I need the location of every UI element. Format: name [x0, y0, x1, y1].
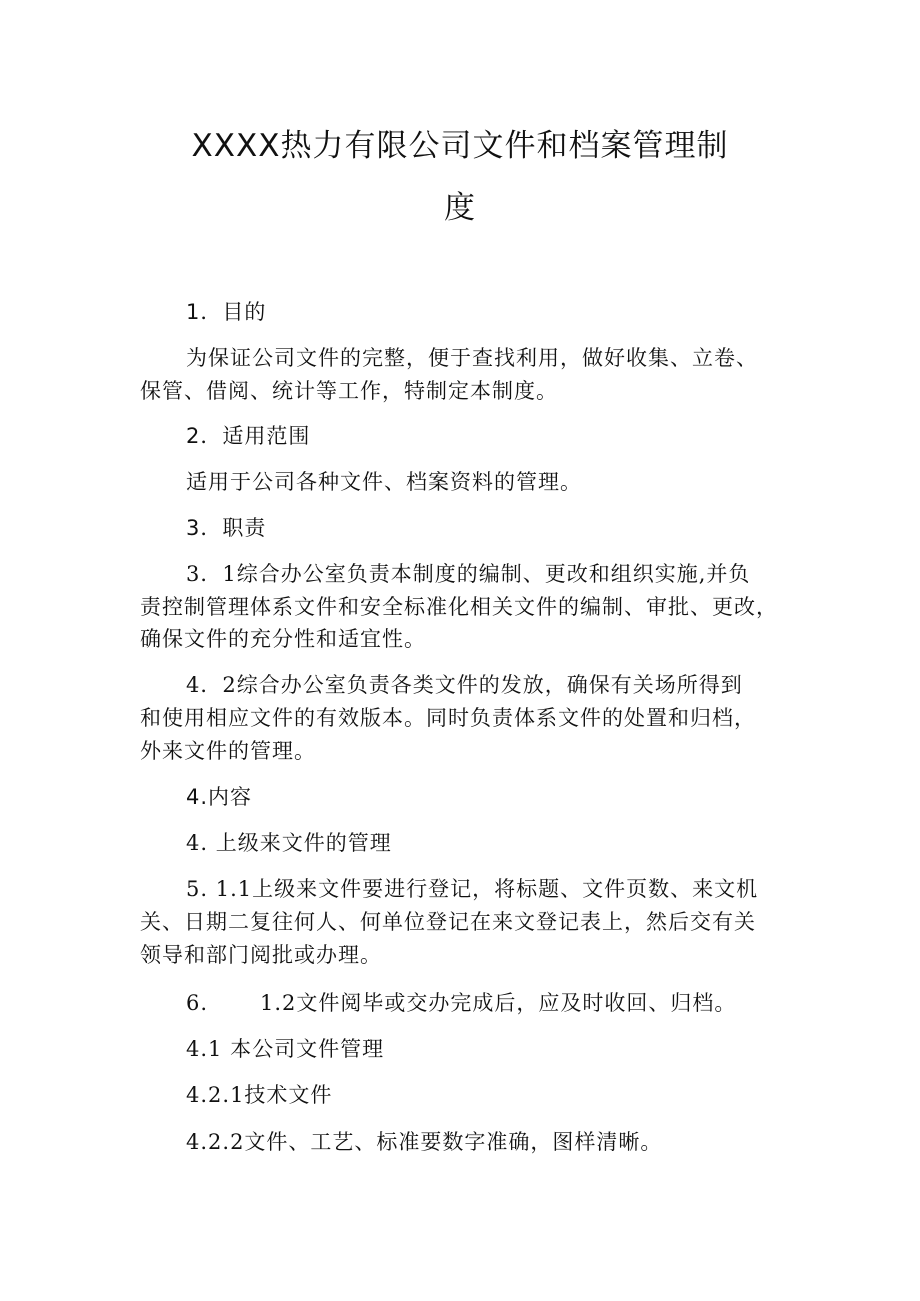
- section-4-1: 4.1 本公司文件管理: [186, 1037, 385, 1061]
- section-4-2-1: 4.2.1技术文件: [186, 1083, 333, 1107]
- section-6-number: 6.: [186, 991, 209, 1015]
- section-6-text: 1.2文件阅毕或交办完成后，应及时收回、归档。: [260, 991, 737, 1015]
- document-title-line-1: XXXX热力有限公司文件和档案管理制: [191, 128, 729, 164]
- section-4-subheading: 4. 上级来文件的管理: [186, 831, 392, 855]
- section-4-2-line-2: 和使用相应文件的有效版本。同时负责体系文件的处置和归档，: [140, 706, 756, 730]
- section-5-line-3: 领导和部门阅批或办理。: [140, 943, 382, 967]
- section-3-heading: 3．职责: [186, 516, 267, 540]
- section-1-paragraph-line-1: 为保证公司文件的完整，便于查找利用，做好收集、立卷、: [186, 346, 758, 370]
- section-3-1-line-3: 确保文件的充分性和适宜性。: [140, 627, 426, 651]
- section-4-heading: 4.内容: [186, 785, 253, 809]
- section-3-1-line-1: 3．1综合办公室负责本制度的编制、更改和组织实施,并负: [186, 562, 751, 586]
- document-title-line-2: 度: [444, 190, 476, 226]
- section-3-1-line-2: 责控制管理体系文件和安全标准化相关文件的编制、审批、更改，: [140, 595, 778, 619]
- section-5-line-1: 5. 1.1上级来文件要进行登记，将标题、文件页数、来文机: [186, 877, 759, 901]
- section-4-2-line-1: 4．2综合办公室负责各类文件的发放，确保有关场所得到: [186, 673, 743, 697]
- section-2-paragraph: 适用于公司各种文件、档案资料的管理。: [186, 470, 582, 494]
- section-2-heading: 2．适用范围: [186, 424, 311, 448]
- section-1-paragraph-line-2: 保管、借阅、统计等工作，特制定本制度。: [140, 379, 558, 403]
- section-4-2-line-3: 外来文件的管理。: [140, 739, 316, 763]
- section-5-line-2: 关、日期二复往何人、何单位登记在来文登记表上，然后交有关: [140, 910, 756, 934]
- section-1-heading: 1．目的: [186, 300, 267, 324]
- section-4-2-2: 4.2.2文件、工艺、标准要数字准确，图样清晰。: [186, 1130, 663, 1154]
